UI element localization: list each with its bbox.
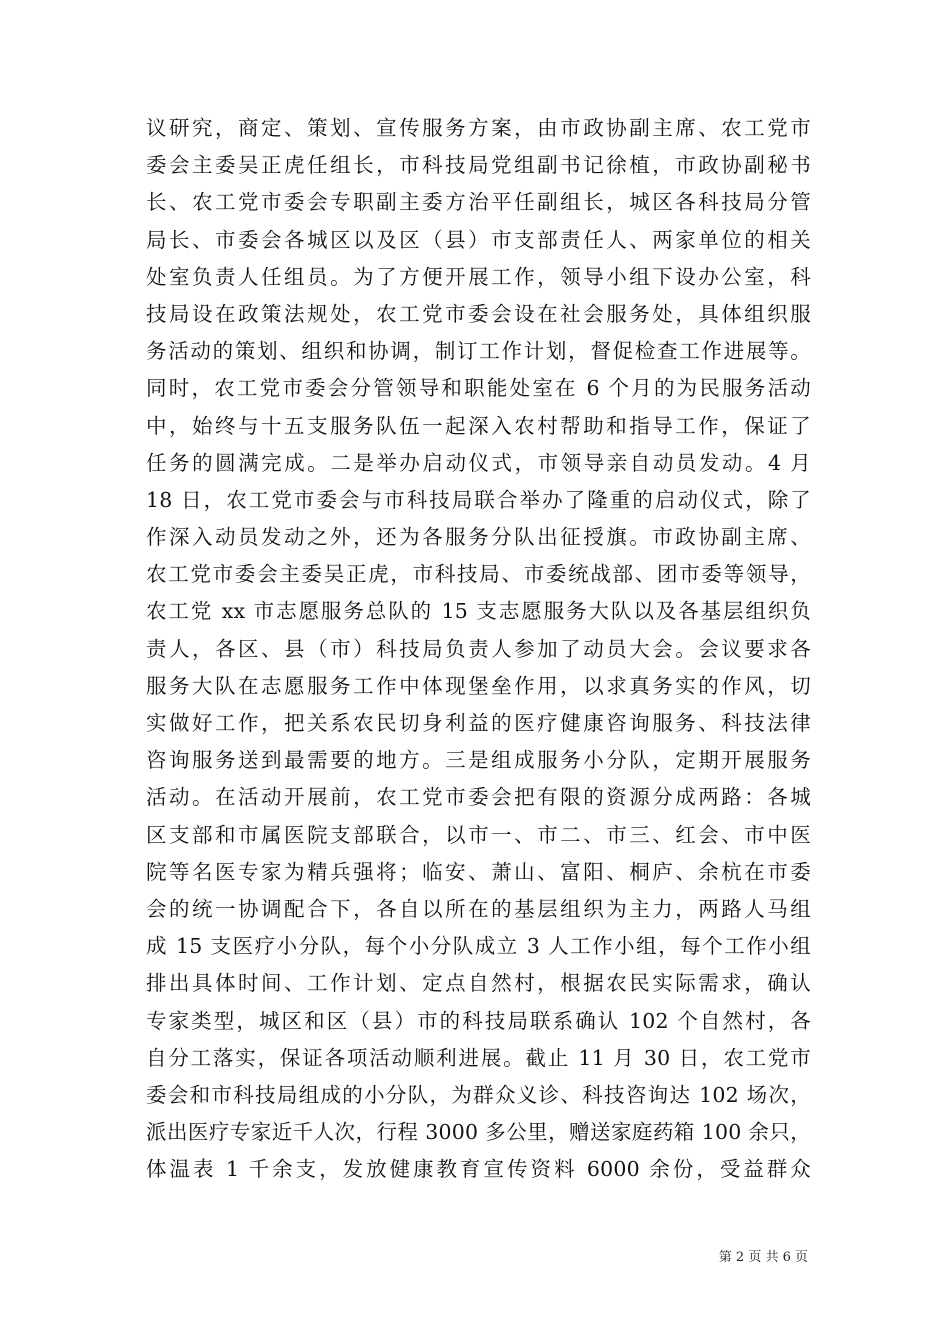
- text-line: 排出具体时间、工作计划、定点自然村，根据农民实际需求，确认: [146, 971, 811, 996]
- text-line: 派出医疗专家近千人次，行程 3000 多公里，赠送家庭药箱 100 余只，: [146, 1120, 811, 1145]
- text-line: 责人，各区、县（市）科技局负责人参加了动员大会。会议要求各: [146, 636, 811, 661]
- text-line: 任务的圆满完成。二是举办启动仪式，市领导亲自动员发动。4 月: [146, 450, 811, 475]
- text-line: 长、农工党市委会专职副主委方治平任副组长，城区各科技局分管: [146, 190, 811, 215]
- page-number: 第 2 页 共 6 页: [718, 1250, 808, 1265]
- text-line: 农工党市委会主委吴正虎，市科技局、市委统战部、团市委等领导，: [146, 562, 811, 587]
- body-text: [146, 110, 811, 1188]
- text-line: 务活动的策划、组织和协调，制订工作计划，督促检查工作进展等。: [146, 339, 811, 364]
- text-line: 处室负责人任组员。为了方便开展工作，领导小组下设办公室，科: [146, 264, 811, 289]
- text-line: 实做好工作，把关系农民切身利益的医疗健康咨询服务、科技法律: [146, 711, 811, 735]
- text-line: 专家类型，城区和区（县）市的科技局联系确认 102 个自然村，各: [146, 1008, 811, 1033]
- text-line: 区支部和市属医院支部联合，以市一、市二、市三、红会、市中医: [146, 822, 811, 847]
- text-line: 自分工落实，保证各项活动顺利进展。截止 11 月 30 日，农工党市: [146, 1045, 811, 1070]
- text-line: 议研究，商定、策划、宣传服务方案，由市政协副主席、农工党市: [146, 116, 811, 140]
- text-line: 局长、市委会各城区以及区（县）市支部责任人、两家单位的相关: [146, 227, 811, 252]
- text-line: 院等名医专家为精兵强将；临安、萧山、富阳、桐庐、余杭在市委: [146, 859, 811, 884]
- text-line: 咨询服务送到最需要的地方。三是组成服务小分队，定期开展服务: [146, 748, 811, 773]
- text-line: 委会主委吴正虎任组长，市科技局党组副书记徐植，市政协副秘书: [146, 153, 811, 178]
- text-line: 农工党 xx 市志愿服务总队的 15 支志愿服务大队以及各基层组织负: [146, 599, 811, 624]
- text-line: 服务大队在志愿服务工作中体现堡垒作用，以求真务实的作风，切: [146, 673, 811, 698]
- text-line: 体温表 1 千余支，发放健康教育宣传资料 6000 余份，受益群众: [146, 1157, 811, 1182]
- text-line: 委会和市科技局组成的小分队，为群众义诊、科技咨询达 102 场次，: [146, 1082, 811, 1107]
- text-line: 活动。在活动开展前，农工党市委会把有限的资源分成两路：各城: [146, 785, 811, 810]
- text-line: 同时，农工党市委会分管领导和职能处室在 6 个月的为民服务活动: [146, 376, 811, 401]
- text-line: 技局设在政策法规处，农工党市委会设在社会服务处，具体组织服: [146, 301, 811, 326]
- text-line: 作深入动员发动之外，还为各服务分队出征授旗。市政协副主席、: [146, 525, 811, 550]
- text-line: 18 日，农工党市委会与市科技局联合举办了隆重的启动仪式，除了: [146, 487, 811, 512]
- text-line: 成 15 支医疗小分队，每个小分队成立 3 人工作小组，每个工作小组: [146, 934, 811, 959]
- text-line: 中，始终与十五支服务队伍一起深入农村帮助和指导工作，保证了: [146, 413, 811, 438]
- text-line: 会的统一协调配合下，各自以所在的基层组织为主力，两路人马组: [146, 896, 811, 921]
